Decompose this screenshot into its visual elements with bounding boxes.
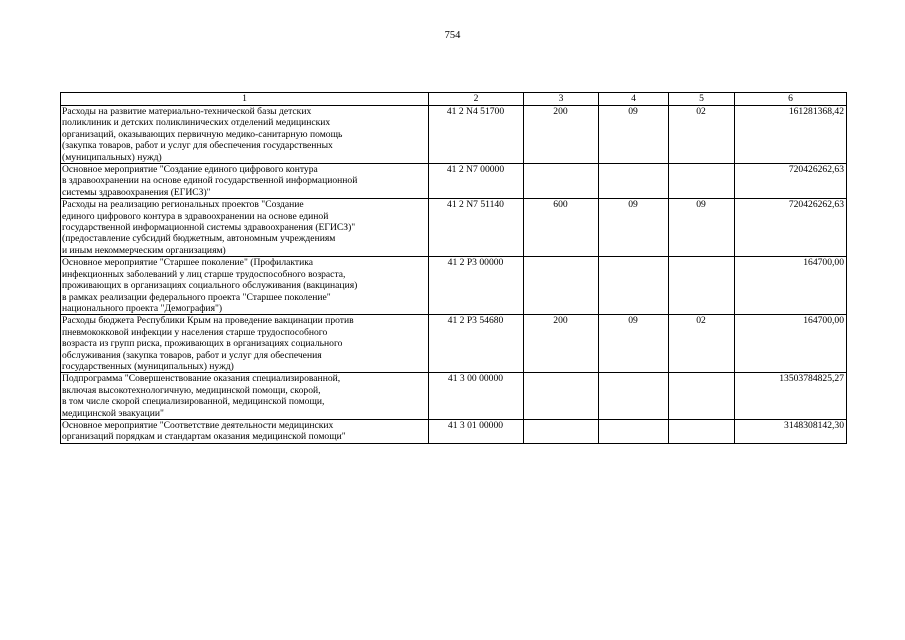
- header-col-1: 1: [61, 93, 429, 106]
- section-code: 09: [599, 106, 669, 164]
- section-code: [599, 164, 669, 199]
- subsection-code: 02: [669, 106, 735, 164]
- table-row: [61, 419, 847, 443]
- amount: 164700,00: [735, 315, 847, 373]
- page-number: 754: [444, 30, 461, 41]
- expense-type: [524, 373, 599, 420]
- header-col-3: 3: [524, 93, 599, 106]
- expense-type: [524, 257, 599, 315]
- subsection-code: 02: [669, 315, 735, 373]
- subsection-code: [669, 419, 735, 443]
- amount: 13503784825,27: [735, 373, 847, 420]
- subsection-code: 09: [669, 199, 735, 257]
- section-code: [599, 257, 669, 315]
- table-row: [61, 164, 847, 199]
- budget-table: [60, 92, 847, 444]
- expense-name: Основное мероприятие "Создание единого цифрового контура в здравоохранении на основе единой государственной информационной системы здравоохранения (ЕГИСЗ)": [61, 164, 429, 199]
- target-code: 41 3 01 00000: [429, 419, 524, 443]
- amount: 164700,00: [735, 257, 847, 315]
- expense-type: [524, 164, 599, 199]
- expense-name: Основное мероприятие "Старшее поколение" (Профилактика инфекционных заболеваний у лиц старше трудоспособного возраста, проживающих в организациях социального обслуживания (вакцинация) в рамках реализации федерального проекта "Старшее поколение" национального проекта "Демография"): [61, 257, 429, 315]
- target-code: 41 2 P3 54680: [429, 315, 524, 373]
- amount: 720426262,63: [735, 164, 847, 199]
- table-row: [61, 315, 847, 373]
- target-code: 41 2 N4 51700: [429, 106, 524, 164]
- header-col-5: 5: [669, 93, 735, 106]
- table-row: [61, 373, 847, 420]
- subsection-code: [669, 164, 735, 199]
- amount: 3148308142,30: [735, 419, 847, 443]
- header-col-4: 4: [599, 93, 669, 106]
- section-code: 09: [599, 315, 669, 373]
- section-code: [599, 373, 669, 420]
- expense-name: Основное мероприятие "Соответствие деятельности медицинских организаций порядкам и стандартам оказания медицинской помощи": [61, 419, 429, 443]
- section-code: 09: [599, 199, 669, 257]
- subsection-code: [669, 373, 735, 420]
- expense-name: Расходы бюджета Республики Крым на проведение вакцинации против пневмококковой инфекции у населения старше трудоспособного возраста из групп риска, проживающих в организациях социального обслуживания (закупка товаров, работ и услуг для обеспечения государственных (муниципальных) нужд): [61, 315, 429, 373]
- table-row: [61, 106, 847, 164]
- expense-type: 600: [524, 199, 599, 257]
- amount: 161281368,42: [735, 106, 847, 164]
- expense-name: Подпрограмма "Совершенствование оказания специализированной, включая высокотехнологичную, медицинской помощи, скорой, в том числе скорой специализированной, медицинской помощи, медицинской эвакуации": [61, 373, 429, 420]
- target-code: 41 3 00 00000: [429, 373, 524, 420]
- target-code: 41 2 N7 00000: [429, 164, 524, 199]
- table-row: [61, 257, 847, 315]
- target-code: 41 2 P3 00000: [429, 257, 524, 315]
- target-code: 41 2 N7 51140: [429, 199, 524, 257]
- expense-type: [524, 419, 599, 443]
- expense-type: 200: [524, 315, 599, 373]
- subsection-code: [669, 257, 735, 315]
- table-row: [61, 199, 847, 257]
- expense-type: 200: [524, 106, 599, 164]
- header-col-6: 6: [735, 93, 847, 106]
- expense-name: Расходы на развитие материально-технической базы детских поликлиник и детских поликлинических отделений медицинских организаций, оказывающих первичную медико-санитарную помощь (закупка товаров, работ и услуг для обеспечения государственных (муниципальных) нужд): [61, 106, 429, 164]
- header-row: [61, 93, 847, 106]
- header-col-2: 2: [429, 93, 524, 106]
- amount: 720426262,63: [735, 199, 847, 257]
- section-code: [599, 419, 669, 443]
- expense-name: Расходы на реализацию региональных проектов "Создание единого цифрового контура в здравоохранении на основе единой государственной информационной системы здравоохранения (ЕГИСЗ)" (предоставление субсидий бюджетным, автономным учреждениям и иным некоммерческим организациям): [61, 199, 429, 257]
